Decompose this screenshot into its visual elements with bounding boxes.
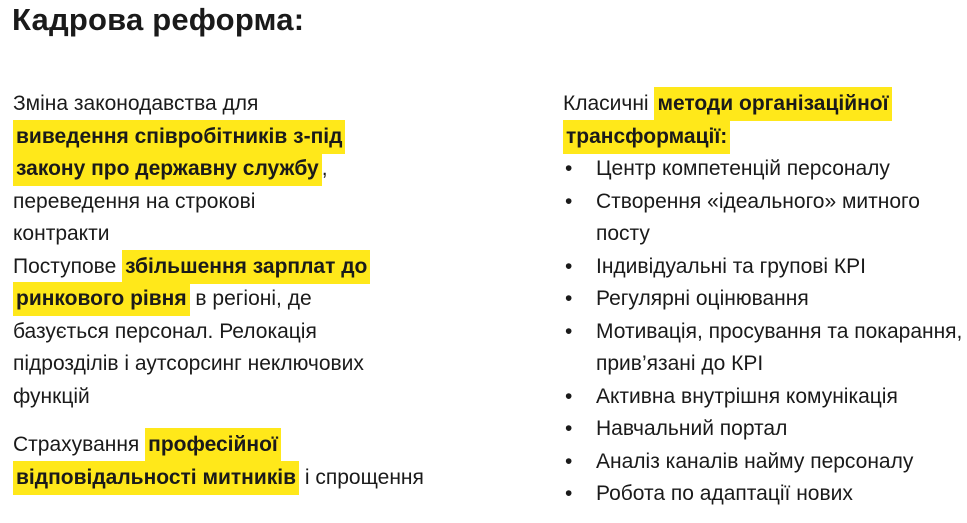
right-column (563, 88, 967, 511)
text: підрозділів і аутсорсинг неключових (13, 352, 364, 375)
slide-title: Кадрова реформа: (12, 2, 305, 37)
paragraph-insurance (13, 429, 533, 494)
list-item: • Мотивація, просування та покарання, прив’язані до КРІ (563, 316, 967, 381)
text: Поступове (13, 254, 123, 278)
methods-list (563, 153, 967, 511)
text: Зміна законодавства для (13, 92, 259, 115)
text: переведення на строкові (13, 189, 256, 213)
bold-text: збільшення зарплат до (125, 254, 368, 278)
methods-heading (563, 88, 967, 153)
left-column (13, 88, 533, 494)
text: Класичні (563, 92, 655, 115)
text: базується персонал. Релокація (13, 319, 317, 343)
paragraph-legislation (13, 88, 533, 251)
text: і спрощення (299, 465, 424, 489)
list-item: • Аналіз каналів найму персоналу (563, 446, 967, 479)
text: контракти (13, 222, 110, 245)
text: , (321, 157, 328, 180)
list-item: • Робота по адаптації нових (563, 478, 967, 511)
list-item: • Навчальний портал (563, 413, 967, 446)
bold-text: ринкового рівня (16, 287, 187, 310)
list-item: • Активна внутрішня комунікація (563, 381, 967, 414)
highlight-text (13, 120, 345, 187)
bold-text: професійної (148, 433, 278, 456)
list-item: • Регулярні оцінювання (563, 283, 967, 316)
spacer (13, 413, 533, 429)
bold-text: закону про державну службу (16, 157, 319, 180)
text: Страхування (13, 433, 146, 456)
list-item: • Центр компетенцій персоналу (563, 153, 967, 186)
list-item: • Індивідуальні та групові КРІ (563, 251, 967, 284)
list-item: • Створення «ідеального» митного посту (563, 186, 967, 251)
bold-text: відповідальності митників (16, 465, 297, 489)
bold-text: методи організаційної (657, 92, 889, 115)
bold-text: трансформації: (566, 124, 728, 148)
bold-text: виведення співробітників з-під (16, 124, 343, 148)
text: в регіоні, де (189, 287, 312, 310)
paragraph-salaries (13, 251, 533, 414)
text: функцій (13, 384, 90, 408)
